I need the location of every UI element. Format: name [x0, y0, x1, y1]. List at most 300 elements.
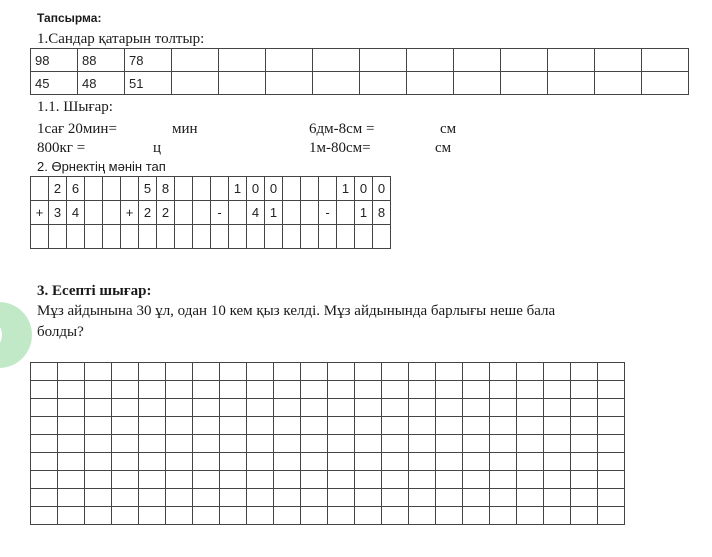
task2-cell[interactable]: 2: [157, 201, 175, 225]
answer-grid-cell[interactable]: [193, 381, 220, 399]
task1-cell[interactable]: 78: [125, 49, 172, 72]
task1-cell[interactable]: [548, 72, 595, 95]
answer-grid-cell[interactable]: [274, 435, 301, 453]
task2-cell[interactable]: 2: [139, 201, 157, 225]
answer-grid-cell[interactable]: [571, 507, 598, 525]
task2-cell[interactable]: 1: [229, 177, 247, 201]
answer-grid-cell[interactable]: [58, 363, 85, 381]
answer-grid-cell[interactable]: [274, 489, 301, 507]
answer-grid-cell[interactable]: [490, 381, 517, 399]
task2-cell[interactable]: [247, 225, 265, 249]
task2-cell[interactable]: 1: [337, 177, 355, 201]
task2-cell[interactable]: [319, 225, 337, 249]
answer-grid-cell[interactable]: [85, 453, 112, 471]
answer-grid-cell[interactable]: [193, 507, 220, 525]
answer-grid-cell[interactable]: [31, 381, 58, 399]
answer-grid-cell[interactable]: [274, 417, 301, 435]
task1-cell[interactable]: [172, 49, 219, 72]
task1-cell[interactable]: 45: [31, 72, 78, 95]
answer-grid-cell[interactable]: [247, 381, 274, 399]
answer-grid-cell[interactable]: [193, 471, 220, 489]
answer-grid-cell[interactable]: [409, 381, 436, 399]
answer-grid-cell[interactable]: [58, 417, 85, 435]
task2-cell[interactable]: [157, 225, 175, 249]
task1-cell[interactable]: 88: [78, 49, 125, 72]
answer-grid-cell[interactable]: [544, 435, 571, 453]
answer-grid-cell[interactable]: [517, 435, 544, 453]
answer-grid-cell[interactable]: [139, 399, 166, 417]
answer-grid-cell[interactable]: [328, 453, 355, 471]
answer-grid-cell[interactable]: [490, 435, 517, 453]
answer-grid-cell[interactable]: [355, 507, 382, 525]
answer-grid-cell[interactable]: [58, 399, 85, 417]
answer-grid-cell[interactable]: [112, 453, 139, 471]
answer-grid-cell[interactable]: [463, 363, 490, 381]
task1-1-line2-right: 1м-80см=: [309, 140, 371, 156]
answer-grid-cell[interactable]: [544, 471, 571, 489]
answer-grid-cell[interactable]: [112, 363, 139, 381]
task2-cell[interactable]: 1: [265, 201, 283, 225]
answer-grid-cell[interactable]: [31, 363, 58, 381]
task2-cell[interactable]: 0: [265, 177, 283, 201]
answer-grid-cell[interactable]: [436, 435, 463, 453]
task1-cell[interactable]: [595, 72, 642, 95]
task2-cell[interactable]: 1: [355, 201, 373, 225]
answer-grid-cell[interactable]: [193, 399, 220, 417]
answer-grid-cell[interactable]: [166, 381, 193, 399]
answer-grid-cell[interactable]: [598, 381, 625, 399]
answer-grid-cell[interactable]: [328, 507, 355, 525]
answer-grid-cell[interactable]: [274, 399, 301, 417]
answer-grid-cell[interactable]: [247, 417, 274, 435]
task2-cell[interactable]: [211, 177, 229, 201]
task2-cell[interactable]: [121, 225, 139, 249]
answer-grid-cell[interactable]: [463, 489, 490, 507]
answer-grid-cell[interactable]: [544, 507, 571, 525]
answer-grid-cell[interactable]: [463, 471, 490, 489]
task1-1-line1-right: 6дм-8см =: [309, 121, 375, 137]
answer-grid-cell[interactable]: [544, 453, 571, 471]
task1-cell[interactable]: [313, 49, 360, 72]
task1-cell[interactable]: [501, 49, 548, 72]
task1-number-row-table: [30, 48, 689, 95]
answer-grid-cell[interactable]: [301, 417, 328, 435]
task2-cell[interactable]: [103, 201, 121, 225]
answer-grid-row: [31, 417, 625, 435]
answer-grid-cell[interactable]: [112, 489, 139, 507]
task3-title: 3. Есепті шығар:: [37, 283, 152, 299]
answer-grid-cell[interactable]: [247, 453, 274, 471]
answer-grid-cell[interactable]: [166, 453, 193, 471]
task2-cell[interactable]: [301, 225, 319, 249]
answer-grid-cell[interactable]: [382, 471, 409, 489]
answer-grid-cell[interactable]: [598, 507, 625, 525]
task1-cell[interactable]: [642, 49, 689, 72]
task1-cell[interactable]: [501, 72, 548, 95]
answer-grid-cell[interactable]: [598, 363, 625, 381]
answer-grid-cell[interactable]: [436, 363, 463, 381]
answer-grid-cell[interactable]: [355, 471, 382, 489]
answer-grid-cell[interactable]: [490, 471, 517, 489]
answer-grid-cell[interactable]: [382, 399, 409, 417]
answer-grid-cell[interactable]: [571, 381, 598, 399]
answer-grid-cell[interactable]: [355, 489, 382, 507]
answer-grid-cell[interactable]: [274, 453, 301, 471]
answer-grid-cell[interactable]: [85, 399, 112, 417]
answer-grid-cell[interactable]: [220, 435, 247, 453]
task2-cell[interactable]: [103, 177, 121, 201]
answer-grid-cell[interactable]: [166, 489, 193, 507]
answer-grid-cell[interactable]: [382, 363, 409, 381]
answer-grid-cell[interactable]: [31, 399, 58, 417]
answer-grid-cell[interactable]: [85, 381, 112, 399]
answer-grid-cell[interactable]: [490, 363, 517, 381]
answer-grid-cell[interactable]: [490, 507, 517, 525]
answer-grid-cell[interactable]: [31, 417, 58, 435]
task2-cell[interactable]: [337, 201, 355, 225]
task1-1-line1-left: 1сағ 20мин=: [37, 121, 117, 137]
answer-grid-cell[interactable]: [409, 471, 436, 489]
answer-grid-cell[interactable]: [166, 435, 193, 453]
answer-grid-cell[interactable]: [274, 363, 301, 381]
answer-grid-cell[interactable]: [112, 381, 139, 399]
answer-grid-cell[interactable]: [355, 381, 382, 399]
answer-grid-cell[interactable]: [58, 489, 85, 507]
answer-grid-cell[interactable]: [382, 489, 409, 507]
answer-grid-cell[interactable]: [490, 417, 517, 435]
task1-cell[interactable]: [642, 72, 689, 95]
answer-grid-cell[interactable]: [355, 453, 382, 471]
task1-row: [31, 49, 689, 72]
answer-grid-cell[interactable]: [517, 489, 544, 507]
answer-grid-cell[interactable]: [382, 435, 409, 453]
answer-grid-cell[interactable]: [436, 399, 463, 417]
task2-cell[interactable]: [319, 177, 337, 201]
task3-problem-line2: болды?: [37, 324, 84, 340]
answer-grid-cell[interactable]: [463, 417, 490, 435]
answer-grid-cell[interactable]: [598, 417, 625, 435]
task2-cell[interactable]: 4: [67, 201, 85, 225]
answer-grid-cell[interactable]: [409, 507, 436, 525]
answer-grid-cell[interactable]: [571, 435, 598, 453]
answer-grid-cell[interactable]: [220, 381, 247, 399]
task1-1-line1-right-unit: см: [440, 121, 457, 137]
answer-grid-cell[interactable]: [247, 507, 274, 525]
answer-grid-cell[interactable]: [301, 453, 328, 471]
answer-grid-cell[interactable]: [328, 399, 355, 417]
answer-grid-cell[interactable]: [301, 381, 328, 399]
task2-cell[interactable]: +: [31, 201, 49, 225]
answer-grid-cell[interactable]: [598, 453, 625, 471]
task2-cell[interactable]: 0: [355, 177, 373, 201]
answer-grid-cell[interactable]: [139, 417, 166, 435]
answer-grid-cell[interactable]: [409, 417, 436, 435]
task1-cell[interactable]: [266, 72, 313, 95]
answer-grid-cell[interactable]: [598, 435, 625, 453]
app-badge-overlay[interactable]: [0, 302, 32, 368]
answer-grid-cell[interactable]: [193, 489, 220, 507]
answer-grid-cell[interactable]: [355, 363, 382, 381]
task2-row: [31, 225, 391, 249]
task2-cell[interactable]: [301, 177, 319, 201]
task1-1-line1-left-unit: мин: [172, 121, 198, 137]
task1-cell[interactable]: [407, 49, 454, 72]
answer-grid-cell[interactable]: [382, 417, 409, 435]
answer-grid-cell[interactable]: [85, 489, 112, 507]
task2-cell[interactable]: [175, 201, 193, 225]
task2-cell[interactable]: [85, 225, 103, 249]
task1-cell[interactable]: [595, 49, 642, 72]
answer-grid-cell[interactable]: [85, 507, 112, 525]
task2-cell[interactable]: 6: [67, 177, 85, 201]
answer-grid-cell[interactable]: [85, 363, 112, 381]
task2-cell[interactable]: [85, 177, 103, 201]
answer-grid-cell[interactable]: [382, 507, 409, 525]
answer-grid-cell[interactable]: [112, 417, 139, 435]
task2-cell[interactable]: +: [121, 201, 139, 225]
answer-grid-cell[interactable]: [220, 363, 247, 381]
answer-grid-cell[interactable]: [166, 471, 193, 489]
answer-grid-cell[interactable]: [463, 381, 490, 399]
answer-grid-cell[interactable]: [436, 507, 463, 525]
answer-grid-cell[interactable]: [301, 507, 328, 525]
task2-cell[interactable]: [283, 177, 301, 201]
answer-grid-cell[interactable]: [517, 507, 544, 525]
task2-cell[interactable]: [229, 201, 247, 225]
answer-grid-cell[interactable]: [139, 507, 166, 525]
answer-grid-cell[interactable]: [85, 435, 112, 453]
answer-grid-cell[interactable]: [328, 381, 355, 399]
answer-grid-cell[interactable]: [409, 435, 436, 453]
task2-cell[interactable]: -: [319, 201, 337, 225]
answer-grid-cell[interactable]: [220, 417, 247, 435]
answer-grid-cell[interactable]: [112, 471, 139, 489]
answer-grid-cell[interactable]: [31, 507, 58, 525]
answer-grid-cell[interactable]: [517, 471, 544, 489]
answer-grid-cell[interactable]: [544, 417, 571, 435]
answer-grid-cell[interactable]: [274, 507, 301, 525]
answer-grid-cell[interactable]: [328, 471, 355, 489]
answer-grid-cell[interactable]: [409, 489, 436, 507]
answer-grid-cell[interactable]: [355, 435, 382, 453]
task2-cell[interactable]: 8: [157, 177, 175, 201]
answer-grid-cell[interactable]: [436, 453, 463, 471]
answer-grid-cell[interactable]: [85, 417, 112, 435]
answer-grid-cell[interactable]: [301, 435, 328, 453]
answer-grid-cell[interactable]: [328, 435, 355, 453]
answer-grid-cell[interactable]: [517, 381, 544, 399]
answer-grid-cell[interactable]: [139, 435, 166, 453]
answer-grid-cell[interactable]: [436, 471, 463, 489]
task2-cell[interactable]: 4: [247, 201, 265, 225]
answer-grid-cell[interactable]: [328, 489, 355, 507]
answer-grid-row: [31, 381, 625, 399]
task2-cell[interactable]: [283, 225, 301, 249]
task1-cell[interactable]: [407, 72, 454, 95]
answer-grid-cell[interactable]: [193, 417, 220, 435]
answer-grid-cell[interactable]: [220, 489, 247, 507]
answer-grid-cell[interactable]: [139, 363, 166, 381]
answer-grid-cell[interactable]: [328, 417, 355, 435]
answer-grid-cell[interactable]: [598, 489, 625, 507]
answer-grid-cell[interactable]: [598, 399, 625, 417]
answer-grid-cell[interactable]: [571, 489, 598, 507]
answer-grid-cell[interactable]: [220, 399, 247, 417]
answer-grid-cell[interactable]: [247, 489, 274, 507]
task2-cell[interactable]: 8: [373, 201, 391, 225]
answer-grid-cell[interactable]: [571, 417, 598, 435]
task2-cell[interactable]: [175, 177, 193, 201]
task2-cell[interactable]: [193, 177, 211, 201]
answer-grid-cell[interactable]: [112, 435, 139, 453]
task1-1-line2-left: 800кг =: [37, 140, 86, 156]
answer-grid-cell[interactable]: [463, 507, 490, 525]
task2-cell[interactable]: [301, 201, 319, 225]
answer-grid-cell[interactable]: [463, 435, 490, 453]
task1-cell[interactable]: [219, 72, 266, 95]
answer-grid-cell[interactable]: [220, 453, 247, 471]
answer-grid-cell[interactable]: [544, 381, 571, 399]
task1-cell[interactable]: 51: [125, 72, 172, 95]
task1-cell[interactable]: [360, 49, 407, 72]
task2-cell[interactable]: 0: [373, 177, 391, 201]
task2-cell[interactable]: 5: [139, 177, 157, 201]
task2-cell[interactable]: -: [211, 201, 229, 225]
answer-grid-cell[interactable]: [517, 363, 544, 381]
answer-grid-cell[interactable]: [544, 489, 571, 507]
answer-grid-cell[interactable]: [328, 363, 355, 381]
answer-grid-cell[interactable]: [517, 417, 544, 435]
answer-grid-cell[interactable]: [571, 399, 598, 417]
answer-grid-cell[interactable]: [193, 435, 220, 453]
answer-grid-cell[interactable]: [382, 453, 409, 471]
answer-grid-cell[interactable]: [517, 399, 544, 417]
answer-grid-cell[interactable]: [544, 399, 571, 417]
answer-grid-cell[interactable]: [58, 471, 85, 489]
answer-grid-cell[interactable]: [58, 507, 85, 525]
task2-cell[interactable]: [337, 225, 355, 249]
answer-grid-cell[interactable]: [274, 471, 301, 489]
answer-grid-cell[interactable]: [193, 453, 220, 471]
task2-cell[interactable]: [139, 225, 157, 249]
answer-grid-cell[interactable]: [517, 453, 544, 471]
answer-grid-cell[interactable]: [166, 417, 193, 435]
task1-cell[interactable]: [360, 72, 407, 95]
task1-cell[interactable]: [313, 72, 360, 95]
answer-grid-cell[interactable]: [301, 471, 328, 489]
task2-cell[interactable]: [355, 225, 373, 249]
answer-grid-cell[interactable]: [301, 399, 328, 417]
answer-grid-cell[interactable]: [112, 507, 139, 525]
task1-cell[interactable]: [172, 72, 219, 95]
task2-cell[interactable]: 3: [49, 201, 67, 225]
task1-cell[interactable]: 98: [31, 49, 78, 72]
answer-grid-cell[interactable]: [274, 381, 301, 399]
answer-grid-cell[interactable]: [31, 453, 58, 471]
task2-cell[interactable]: [175, 225, 193, 249]
answer-grid-cell[interactable]: [220, 507, 247, 525]
answer-grid-cell[interactable]: [31, 435, 58, 453]
task2-cell[interactable]: [193, 201, 211, 225]
answer-grid-cell[interactable]: [544, 363, 571, 381]
task1-cell[interactable]: [454, 72, 501, 95]
answer-grid-cell[interactable]: [571, 471, 598, 489]
answer-grid-cell[interactable]: [463, 399, 490, 417]
answer-grid-cell[interactable]: [436, 489, 463, 507]
task2-cell[interactable]: [103, 225, 121, 249]
task1-cell[interactable]: [548, 49, 595, 72]
answer-grid-cell[interactable]: [301, 363, 328, 381]
answer-grid-cell[interactable]: [355, 399, 382, 417]
answer-grid-cell[interactable]: [247, 471, 274, 489]
answer-grid-cell[interactable]: [166, 363, 193, 381]
answer-grid-cell[interactable]: [139, 453, 166, 471]
task2-cell[interactable]: [373, 225, 391, 249]
answer-grid-cell[interactable]: [112, 399, 139, 417]
answer-grid-cell[interactable]: [58, 381, 85, 399]
answer-grid-cell[interactable]: [409, 363, 436, 381]
answer-grid-cell[interactable]: [490, 399, 517, 417]
answer-grid-cell[interactable]: [382, 381, 409, 399]
answer-grid-cell[interactable]: [166, 399, 193, 417]
answer-grid-cell[interactable]: [247, 363, 274, 381]
task2-cell[interactable]: [49, 225, 67, 249]
answer-grid-cell[interactable]: [490, 489, 517, 507]
answer-grid-cell[interactable]: [193, 363, 220, 381]
task2-cell[interactable]: [229, 225, 247, 249]
answer-grid-cell[interactable]: [301, 489, 328, 507]
answer-grid-cell[interactable]: [85, 471, 112, 489]
answer-grid-cell[interactable]: [490, 453, 517, 471]
answer-grid-cell[interactable]: [139, 471, 166, 489]
answer-grid-cell[interactable]: [247, 435, 274, 453]
answer-grid-cell[interactable]: [409, 453, 436, 471]
answer-grid-cell[interactable]: [31, 489, 58, 507]
answer-grid-cell[interactable]: [463, 453, 490, 471]
task2-cell[interactable]: [85, 201, 103, 225]
task1-cell[interactable]: [219, 49, 266, 72]
answer-grid-cell[interactable]: [436, 381, 463, 399]
task2-cell[interactable]: 2: [49, 177, 67, 201]
answer-grid-cell[interactable]: [598, 471, 625, 489]
answer-grid-cell[interactable]: [355, 417, 382, 435]
answer-grid-cell[interactable]: [571, 453, 598, 471]
answer-grid-cell[interactable]: [139, 381, 166, 399]
answer-grid-cell[interactable]: [58, 435, 85, 453]
answer-grid-cell[interactable]: [220, 471, 247, 489]
task2-cell[interactable]: [211, 225, 229, 249]
task1-cell[interactable]: [266, 49, 313, 72]
task1-cell[interactable]: [454, 49, 501, 72]
task2-cell[interactable]: [67, 225, 85, 249]
task2-cell[interactable]: [283, 201, 301, 225]
answer-grid-cell[interactable]: [58, 453, 85, 471]
answer-grid-cell[interactable]: [436, 417, 463, 435]
task2-cell[interactable]: [31, 177, 49, 201]
task2-cell[interactable]: [31, 225, 49, 249]
answer-grid-cell[interactable]: [409, 399, 436, 417]
task1-cell[interactable]: 48: [78, 72, 125, 95]
task2-cell[interactable]: 0: [247, 177, 265, 201]
answer-grid-cell[interactable]: [571, 363, 598, 381]
task2-cell[interactable]: [193, 225, 211, 249]
answer-grid-cell[interactable]: [31, 471, 58, 489]
task2-cell[interactable]: [265, 225, 283, 249]
task2-cell[interactable]: [121, 177, 139, 201]
answer-grid-cell[interactable]: [139, 489, 166, 507]
answer-grid-cell[interactable]: [247, 399, 274, 417]
answer-grid-cell[interactable]: [166, 507, 193, 525]
